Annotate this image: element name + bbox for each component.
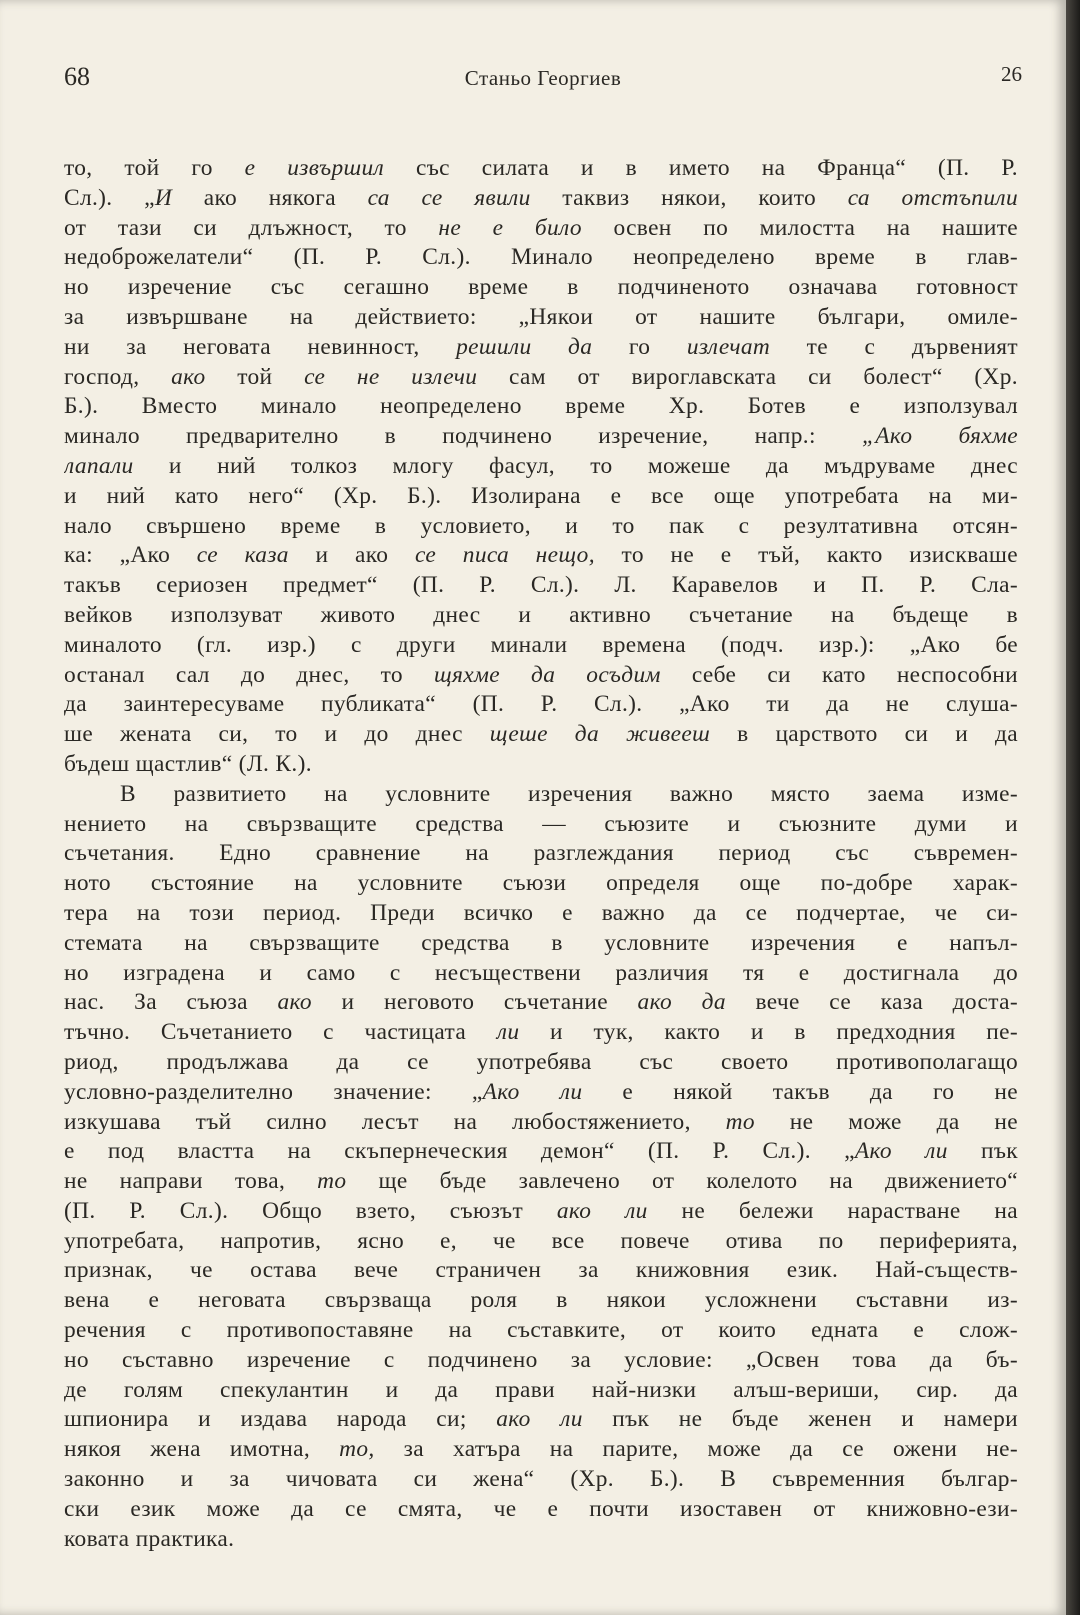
text-line: ното състояние на условните съюзи определя още по-добре харак-: [64, 870, 1018, 897]
text-line: миналото (гл. изр.) с други минали времена (подч. изр.): „Ако бе: [64, 631, 1018, 658]
book-spine-edge: [1066, 0, 1080, 1615]
text-line: недоброжелатели“ (П. Р. Сл.). Минало неопределено време в глав-: [64, 244, 1018, 271]
text-line: ни за неговата невинност, решили да го излечат те с дървеният: [64, 333, 1018, 360]
text-line: де голям спекулантин и да прави най-низки алъш-вериши, сир. да: [64, 1376, 1018, 1403]
text-line: минало предварително в подчинено изречение, напр.: „Ако бяхме: [64, 423, 1018, 450]
text-line: някоя жена имотна, то, за хатъра на парите, може да се ожени не-: [64, 1436, 1018, 1463]
text-line: нало свършено време в условието, и то пак с резултативна отсян-: [64, 512, 1018, 539]
text-line: Б.). Вместо минало неопределено време Хр. Ботев е използувал: [64, 393, 1018, 420]
text-line: такъв сериозен предмет“ (П. Р. Сл.). Л. Каравелов и П. Р. Сла-: [64, 572, 1018, 599]
text-line: изкушава тъй силно лесът на любостяжението, то не може да не: [64, 1108, 1018, 1135]
text-line: ски език може да се смята, че е почти изоставен от книжовно-ези-: [64, 1495, 1018, 1522]
text-line: вейков използуват живото днес и активно съчетание на бъдеще в: [64, 601, 1018, 628]
text-line: не направи това, то ще бъде завлечено от колелото на движението“: [64, 1168, 1018, 1195]
text-line: Сл.). „И ако някога са се явили таквиз някои, които са отстъпили: [64, 184, 1018, 211]
text-line: но изградена и само с несъществени различия тя е достигнала до: [64, 959, 1018, 986]
running-title: Станьо Георгиев: [464, 66, 622, 90]
text-line: законно и за чичовата си жена“ (Хр. Б.). В съвременния българ-: [64, 1466, 1018, 1493]
text-line: от тази си длъжност, то не е било освен по милостта на нашите: [64, 214, 1018, 241]
folio-number: 26: [1001, 62, 1022, 86]
page-header: [64, 62, 1022, 98]
text-line: за извършване на действието: „Някои от нашите българи, омиле-: [64, 303, 1018, 330]
text-line: нението на свързващите средства — съюзите и съюзните думи и: [64, 810, 1018, 837]
text-line: В развитието на условните изречения важно място заема изме-: [120, 780, 1018, 807]
text-line: ковата практика.: [64, 1525, 235, 1552]
text-line: но съставно изречение с подчинено за условие: „Освен това да бъ-: [64, 1346, 1018, 1373]
text-line: употребата, напротив, ясно е, че все повече отива по периферията,: [64, 1227, 1018, 1254]
text-line: шпионира и издава народа си; ако ли пък не бъде женен и намери: [64, 1406, 1018, 1433]
text-line: вена е неговата свързваща роля в някои усложнени съставни из-: [64, 1287, 1018, 1314]
text-line: да заинтересуваме публиката“ (П. Р. Сл.). „Ако ти да не слуша-: [64, 691, 1018, 718]
text-line: то, той го е извършил със силата и в името на Франца“ (П. Р.: [64, 155, 1018, 181]
text-line: е под властта на скъпернеческия демон“ (П. Р. Сл.). „Ако ли пък: [64, 1138, 1018, 1165]
text-line: нас. За съюза ако и неговото съчетание ако да вече се каза доста-: [64, 989, 1018, 1016]
text-line: но изречение със сегашно време в подчиненото означава готовност: [64, 274, 1018, 301]
text-line: тера на този период. Преди всичко е важно да се подчертае, че си-: [64, 899, 1018, 926]
text-line: ше жената си, то и до днес щеше да живееш в царството си и да: [64, 721, 1018, 748]
text-line: ка: „Ако се каза и ако се писа нещо, то не е тъй, както изискваше: [64, 542, 1018, 569]
text-line: бъдеш щастлив“ (Л. К.).: [64, 750, 312, 777]
body-text: [64, 154, 1018, 1554]
text-line: признак, че остава вече страничен за книжовния език. Най-съществ-: [64, 1257, 1018, 1284]
text-line: речения с противопоставяне на съставките, от които едната е слож-: [64, 1317, 1018, 1344]
text-line: останал сал до днес, то щяхме да осъдим себе си като неспособни: [64, 661, 1018, 688]
text-line: лапали и ний толкоз млогу фасул, то можеше да мъдруваме днес: [64, 452, 1018, 479]
text-line: господ, ако той се не излечи сам от вироглавската си болест“ (Хр.: [64, 363, 1018, 390]
text-line: условно-разделително значение: „Ако ли е някой такъв да го не: [64, 1078, 1018, 1105]
text-line: тъчно. Съчетанието с частицата ли и тук, както и в предходния пе-: [64, 1019, 1018, 1046]
text-line: стемата на свързващите средства в условните изречения е напъл-: [64, 929, 1018, 956]
text-line: (П. Р. Сл.). Общо взето, съюзът ако ли не бележи нарастване на: [64, 1197, 1018, 1224]
text-line: съчетания. Едно сравнение на разглеждания период със съвремен-: [64, 840, 1018, 867]
page-number: 68: [64, 62, 90, 91]
text-line: и ний като него“ (Хр. Б.). Изолирана е все още употребата на ми-: [64, 482, 1018, 509]
text-line: риод, продължава да се употребява със своето противополагащо: [64, 1048, 1018, 1075]
